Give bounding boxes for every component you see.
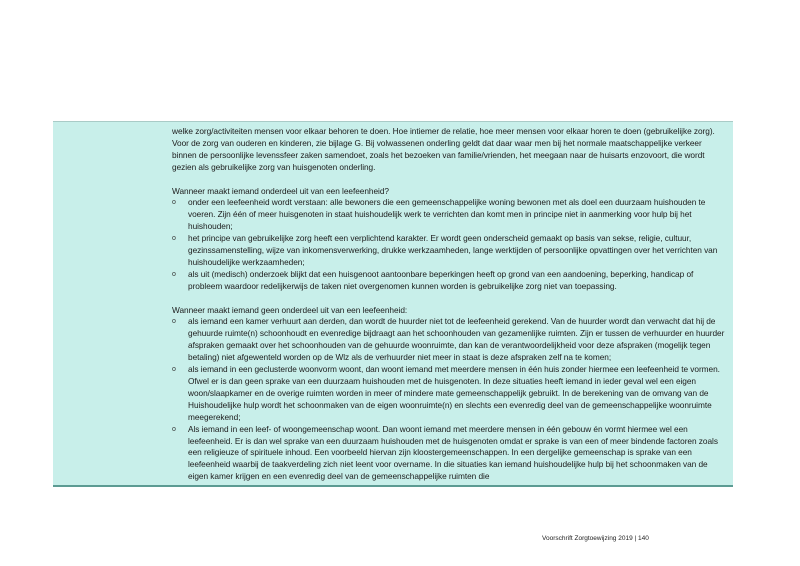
intro-paragraph: welke zorg/activiteiten mensen voor elkaar behoren te doen. Hoe intiemer de relatie, hoe meer mensen voor elkaar horen te doen (gebruikelijke zorg). Voor de zorg van ouderen en kinderen, zie bijlage G. Bij volwassenen onderling geldt dat daar waar men bij het normale maatschappelijke verkeer binnen de persoonlijke levenssfeer zaken samendoet, zoals het bezoeken van familie/vrienden, het meegaan naar de huisarts enzovoort, die wordt gezien als gebruikelijke zorg van huisgenoten onderling.: [172, 126, 715, 172]
list-item: [172, 424, 728, 484]
list-item-text: Als iemand in een leef- of woongemeenschap woont. Dan woont iemand met meerdere mensen in één gebouw én vormt hiermee wel een leefeenheid. Er is dan wel sprake van een duurzaam huishouden met de huisgenoten omdat er sprake is van een of meer bindende factoren zoals een religieuze of spirituele inhoud. Een voorbeeld hiervan zijn kloostergemeenschappen. In een dergelijke gemeenschap is sprake van een leefeenheid waarbij de taakverdeling zich niet leent voor overname. In die situaties kan iemand huishoudelijke hulp bij het schoonmaken van de eigen kamer krijgen en een evenredig deel van de gemeenschappelijke ruimten die: [188, 423, 718, 482]
bullet-icon: o: [172, 425, 176, 433]
bullet-icon: o: [172, 235, 176, 243]
list-item-text: het principe van gebruikelijke zorg heeft een verplichtend karakter. Er wordt geen onderscheid gemaakt op basis van sekse, religie, cultuur, gezinssamenstelling, wijze van inkomensverwerking, drukke werkzaamheden, lange werktijden of persoonlijke opvattingen over het verrichten van huishoudelijke werkzaamheden;: [188, 233, 718, 267]
list-item: [172, 197, 728, 233]
bullet-icon: o: [172, 199, 176, 207]
bullet-icon: o: [172, 318, 176, 326]
list-item: [172, 269, 728, 293]
bullet-icon: o: [172, 366, 176, 374]
list-item-text: onder een leefeenheid wordt verstaan: alle bewoners die een gemeenschappelijke woning bewonen met als doel een duurzaam huishouden te voeren. Zijn één of meer huisgenoten in staat huishoudelijk werk te verrichten dan komt men in principe niet in aanmerking voor hulp bij het huishouden;: [188, 197, 706, 232]
section1-list: [172, 197, 728, 292]
section2-list: [172, 316, 728, 483]
list-item-text: als iemand in een geclusterde woonvorm woont, dan woont iemand met meerdere mensen in één huis zonder hiermee een leefeenheid te vormen. Ofwel er is dan geen sprake van een duurzaam huishouden met de huisgenoten. In deze situaties heeft iemand in ieder geval wel een eigen woon/slaapkamer en de overige ruimten worden in meer of mindere mate gemeenschappelijk gebruikt. In de berekening van de omvang van de Huishoudelijke hulp wordt het schoonmaken van de eigen woonruimte(n) en slechts een evenredig deel van de gemeenschappelijke woonruimte meegerekend;: [188, 364, 720, 422]
list-item: [172, 233, 728, 269]
section2-heading: Wanneer maakt iemand geen onderdeel uit van een leefeenheid:: [172, 304, 408, 315]
page-footer: Voorschrift Zorgtoewijzing 2019 | 140: [542, 535, 649, 542]
box-content: [172, 126, 728, 483]
list-item-text: als uit (medisch) onderzoek blijkt dat een huisgenoot aantoonbare beperkingen heeft op grond van een aandoening, beperking, handicap of probleem waardoor redelijkerwijs de taken niet overgenomen kunnen worden is gebruikelijke zorg niet van toepassing.: [188, 268, 694, 291]
list-item-text: als iemand een kamer verhuurt aan derden, dan wordt de huurder niet tot de leefeenheid gerekend. Van de huurder wordt dan verwacht dat hij de gehuurde ruimte(n) schoonhoudt en evenredige bijdraagt aan het schoonhouden van gezamenlijke ruimten. Zijn er tussen de verhuurder en huurder afspraken gemaakt over het schoonhouden van de gehuurde woonruimte, dan kan de verantwoordelijkheid voor deze afspraken (mogelijk tegen betaling) niet afgewenteld worden op de Wlz als de verhuurder niet meer in staat is deze afspraken zelf na te komen;: [188, 316, 725, 363]
list-item: [172, 364, 728, 424]
list-item: [172, 316, 728, 364]
highlighted-text-box: [53, 121, 733, 487]
bullet-icon: o: [172, 270, 176, 278]
section1-heading: Wanneer maakt iemand onderdeel uit van een leefeenheid?: [172, 185, 389, 196]
